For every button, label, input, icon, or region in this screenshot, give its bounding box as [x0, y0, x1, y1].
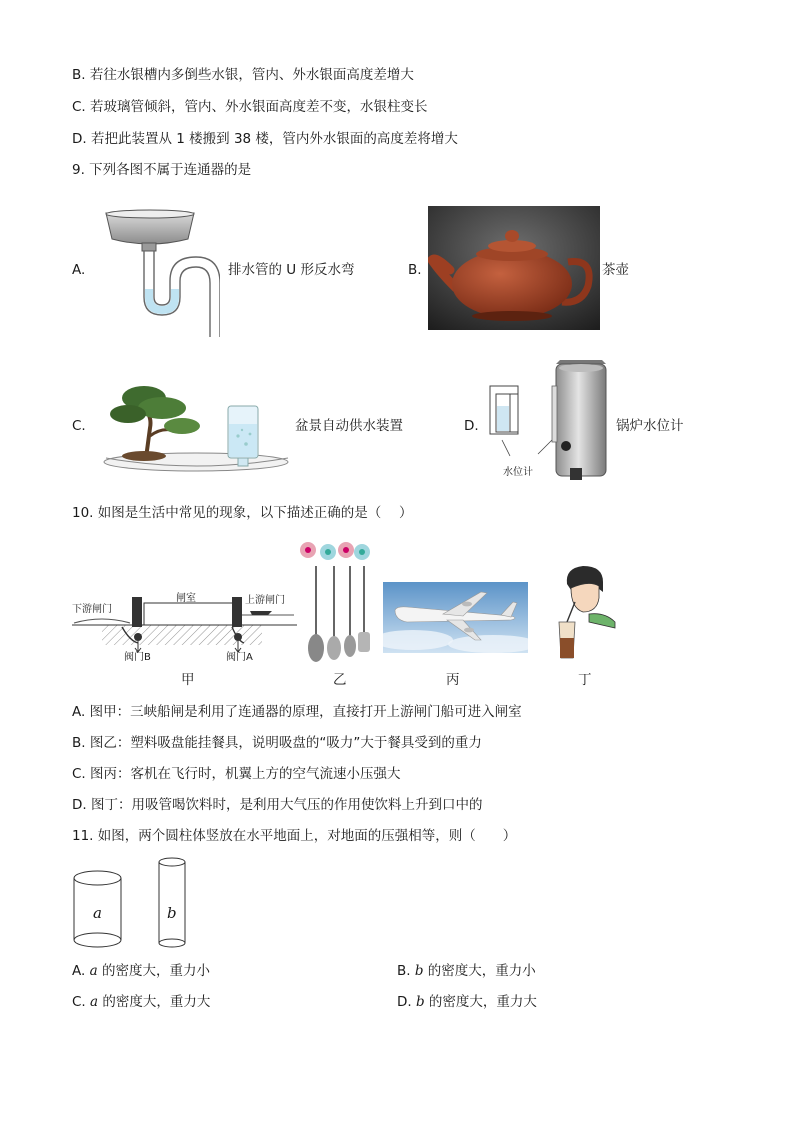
- q10-option-a: A. 图甲：三峡船闸是利用了连通器的原理，直接打开上游闸门船可进入闸室: [72, 704, 522, 720]
- valve-b-label: 阀门B: [124, 652, 151, 663]
- q10-option-c: C. 图丙：客机在飞行时，机翼上方的空气流速小压强大: [72, 766, 401, 782]
- drinking-straw-figure: [553, 562, 619, 662]
- q9-option-b-caption: 茶壶: [602, 262, 629, 278]
- q9-option-a-caption: 排水管的 U 形反水弯: [228, 262, 355, 278]
- fig-label-bing: 丙: [446, 672, 460, 688]
- airplane-figure: [383, 582, 528, 653]
- q9-option-d-letter: D.: [464, 418, 479, 434]
- q10-option-d: D. 图丁：用吸管喝饮料时，是利用大气压的作用使饮料上升到口中的: [72, 797, 483, 813]
- q9-option-b-letter: B.: [408, 262, 422, 278]
- q9-option-c-caption: 盆景自动供水装置: [295, 418, 403, 434]
- fig-label-ding: 丁: [578, 672, 592, 688]
- cylinder-a-label: a: [93, 904, 102, 922]
- downstream-gate-label: 下游闸门: [72, 604, 112, 615]
- upstream-gate-label: 上游闸门: [245, 595, 285, 606]
- q9-stem: 9. 下列各图不属于连通器的是: [72, 162, 252, 178]
- bonsai-water-supply-figure: [100, 378, 295, 476]
- q9-option-a-letter: A.: [72, 262, 86, 278]
- lock-chamber-label: 闸室: [176, 593, 196, 604]
- cylinder-b-label: b: [167, 904, 177, 922]
- fig-label-yi: 乙: [333, 672, 347, 688]
- drain-trap-figure: [100, 205, 220, 340]
- q8-option-c: C. 若玻璃管倾斜，管内、外水银面高度差不变，水银柱变长: [72, 99, 428, 115]
- q9-option-c-letter: C.: [72, 418, 86, 434]
- teapot-figure: [428, 206, 600, 330]
- valve-a-label: 阀门A: [226, 652, 253, 663]
- q11-option-d: D. b 的密度大，重力大: [397, 994, 537, 1010]
- q10-option-b: B. 图乙：塑料吸盘能挂餐具，说明吸盘的“吸力”大于餐具受到的重力: [72, 735, 482, 751]
- q11-stem: 11. 如图，两个圆柱体竖放在水平地面上，对地面的压强相等，则（ ）: [72, 828, 517, 844]
- q10-stem: 10. 如图是生活中常见的现象，以下描述正确的是（ ）: [72, 505, 413, 521]
- fig-label-jia: 甲: [181, 672, 195, 688]
- q8-option-b: B. 若往水银槽内多倒些水银，管内、外水银面高度差增大: [72, 67, 414, 83]
- boiler-gauge-label: 水位计: [503, 467, 533, 478]
- q11-option-b: B. b 的密度大，重力小: [397, 963, 536, 979]
- suction-cup-utensils-figure: [298, 540, 378, 665]
- q9-option-d-caption: 锅炉水位计: [616, 418, 684, 434]
- q8-option-d: D. 若把此装置从 1 楼搬到 38 楼，管内外水银面的高度差将增大: [72, 131, 458, 147]
- q11-option-c: C. a 的密度大，重力大: [72, 994, 211, 1010]
- q11-option-a: A. a 的密度大，重力小: [72, 963, 210, 979]
